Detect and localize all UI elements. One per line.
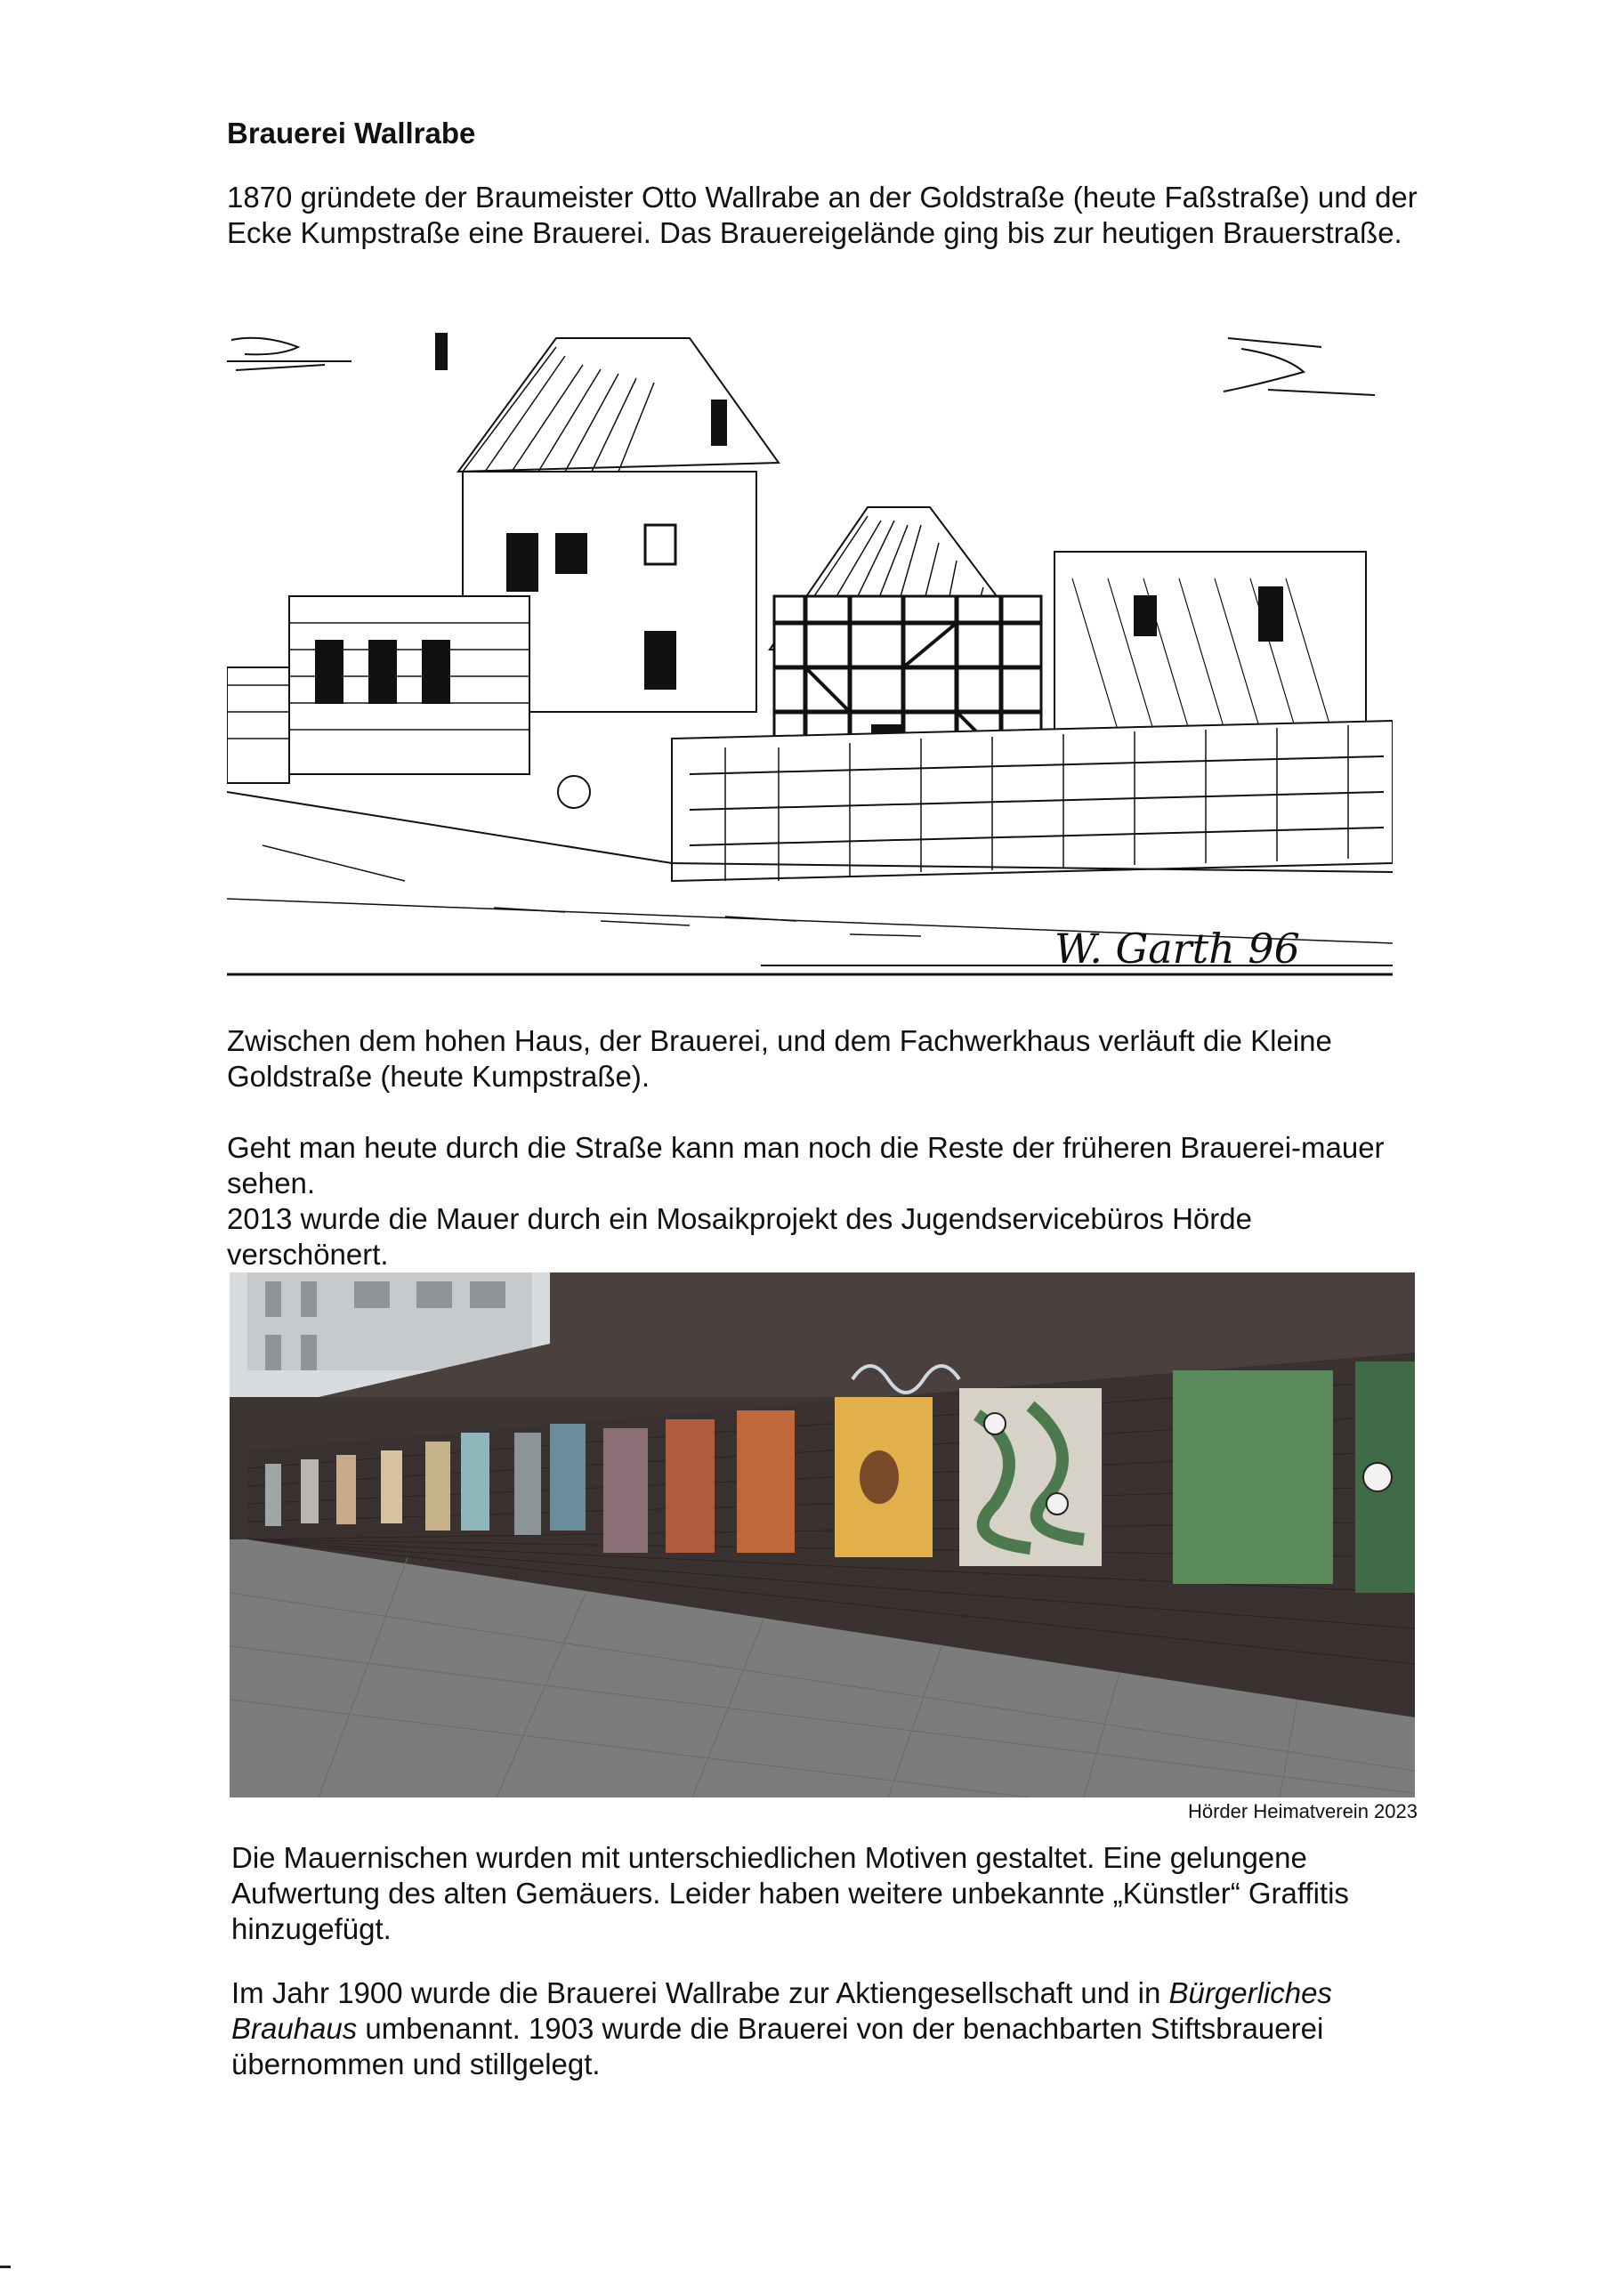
brewery-sketch-illustration xyxy=(227,329,1393,988)
brauhaus-name: Bürgerliches Brauhaus xyxy=(231,1976,1332,2045)
sketch-signature: W. Garth 96 xyxy=(1054,925,1300,973)
history-paragraph xyxy=(231,1975,1424,2082)
page-title: Brauerei Wallrabe xyxy=(227,117,476,149)
niches-paragraph: Die Mauernischen wurden mit unterschiedlichen Motiven gestaltet. Eine gelungene Aufwertung des alten Gemäuers. Leider haben weitere unbekannte „Künstler“ Graffitis hinzugefügt. xyxy=(231,1841,1349,1945)
photo-caption: Hörder Heimatverein 2023 xyxy=(1187,1800,1418,1822)
intro-paragraph: 1870 gründete der Braumeister Otto Wallrabe an der Goldstraße (heute Faßstraße) und der Ecke Kumpstraße eine Brauerei. Das Brauereigelände ging bis zur heutigen Brauerstraße. xyxy=(227,181,1418,249)
street-paragraph: Zwischen dem hohen Haus, der Brauerei, und dem Fachwerkhaus verläuft die Kleine Goldstraße (heute Kumpstraße). xyxy=(227,1024,1332,1093)
history-text-part-2: umbenannt. 1903 wurde die Brauerei von der benachbarten Stiftsbrauerei übernommen und stillgelegt. xyxy=(231,2012,1324,2080)
wall-remains-paragraph: Geht man heute durch die Straße kann man noch die Reste der früheren Brauerei-mauer sehen. xyxy=(227,1131,1385,1200)
scan-mark xyxy=(0,2266,11,2268)
history-text-part-1: Im Jahr 1900 wurde die Brauerei Wallrabe zur Aktiengesellschaft und in xyxy=(231,1976,1169,2009)
mosaic-project-paragraph: 2013 wurde die Mauer durch ein Mosaikprojekt des Jugendservicebüros Hörde verschönert. xyxy=(227,1202,1252,1271)
mosaic-wall-photo xyxy=(230,1272,1415,1797)
